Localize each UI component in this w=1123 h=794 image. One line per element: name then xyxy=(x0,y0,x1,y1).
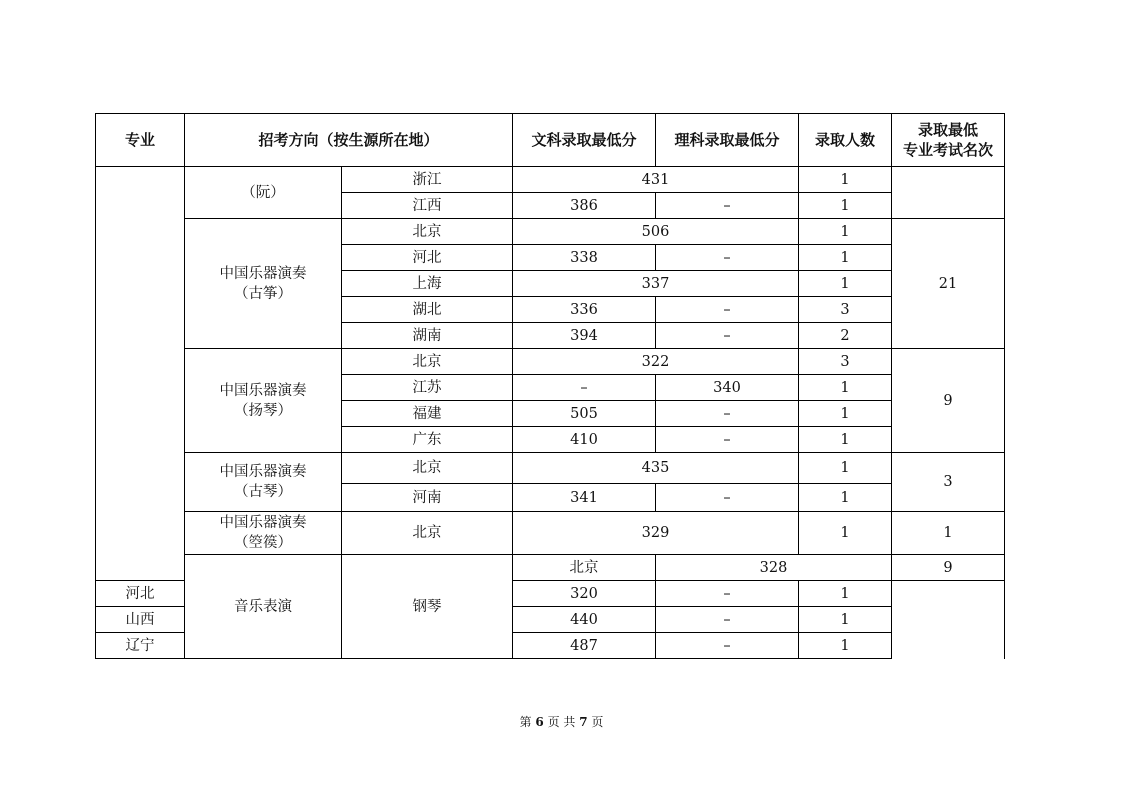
admitted-cell: 1 xyxy=(799,484,892,512)
admitted-cell: 1 xyxy=(799,375,892,401)
header-admitted: 录取人数 xyxy=(799,114,892,167)
header-rank-line2: 专业考试名次 xyxy=(903,141,994,159)
table-header-row xyxy=(96,114,1005,167)
arts-score-cell: 320 xyxy=(513,581,656,607)
footer-middle: 页 共 xyxy=(547,715,576,729)
admitted-cell: 1 xyxy=(799,271,892,297)
direction-line2: （古筝） xyxy=(234,285,292,302)
table-row xyxy=(96,453,1005,484)
admitted-cell: 1 xyxy=(799,219,892,245)
arts-score-cell: 487 xyxy=(513,633,656,659)
province-cell: 北京 xyxy=(513,555,656,581)
admitted-cell: 2 xyxy=(799,323,892,349)
admitted-cell: 1 xyxy=(799,453,892,484)
header-direction: 招考方向（按生源所在地） xyxy=(185,114,513,167)
direction-line1: 中国乐器演奏 xyxy=(219,265,307,282)
major-cell-empty xyxy=(96,167,185,581)
science-score-cell: – xyxy=(656,193,799,219)
science-score-cell: – xyxy=(656,484,799,512)
combined-score-cell: 322 xyxy=(513,349,799,375)
rank-cell: 1 xyxy=(892,512,1005,555)
footer-suffix: 页 xyxy=(591,715,604,729)
header-major: 专业 xyxy=(96,114,185,167)
combined-score-cell: 337 xyxy=(513,271,799,297)
table-row xyxy=(96,219,1005,245)
admitted-cell: 1 xyxy=(799,167,892,193)
combined-score-cell: 435 xyxy=(513,453,799,484)
direction-cell xyxy=(185,512,342,555)
admitted-cell: 1 xyxy=(799,633,892,659)
province-cell: 北京 xyxy=(342,349,513,375)
arts-score-cell: 440 xyxy=(513,607,656,633)
combined-score-cell: 329 xyxy=(513,512,799,555)
major-cell: 音乐表演 xyxy=(185,555,342,659)
science-score-cell: – xyxy=(656,607,799,633)
footer-prefix: 第 xyxy=(519,715,532,729)
header-arts-min: 文科录取最低分 xyxy=(513,114,656,167)
science-score-cell: 340 xyxy=(656,375,799,401)
science-score-cell: – xyxy=(656,581,799,607)
admitted-cell: 1 xyxy=(799,401,892,427)
direction-line1: 中国乐器演奏 xyxy=(219,515,307,531)
admitted-cell: 9 xyxy=(892,555,1005,581)
header-science-min: 理科录取最低分 xyxy=(656,114,799,167)
direction-cell xyxy=(185,349,342,453)
province-cell: 北京 xyxy=(342,453,513,484)
arts-score-cell: 386 xyxy=(513,193,656,219)
page-footer xyxy=(0,713,1123,730)
admitted-cell: 1 xyxy=(799,512,892,555)
province-cell: 福建 xyxy=(342,401,513,427)
direction-line2: （扬琴） xyxy=(234,402,292,419)
header-rank xyxy=(892,114,1005,167)
rank-cell: 21 xyxy=(892,219,1005,349)
header-rank-line1: 录取最低 xyxy=(918,121,979,139)
province-cell: 浙江 xyxy=(342,167,513,193)
arts-score-cell: 394 xyxy=(513,323,656,349)
arts-score-cell: – xyxy=(513,375,656,401)
province-cell: 山西 xyxy=(96,607,185,633)
province-cell: 河北 xyxy=(96,581,185,607)
province-cell: 上海 xyxy=(342,271,513,297)
province-cell: 辽宁 xyxy=(96,633,185,659)
table-row xyxy=(96,167,1005,193)
province-cell: 湖北 xyxy=(342,297,513,323)
rank-cell: 9 xyxy=(892,349,1005,453)
combined-score-cell: 431 xyxy=(513,167,799,193)
admission-score-table xyxy=(95,113,1005,659)
arts-score-cell: 338 xyxy=(513,245,656,271)
science-score-cell: – xyxy=(656,427,799,453)
arts-score-cell: 410 xyxy=(513,427,656,453)
science-score-cell: – xyxy=(656,401,799,427)
table-row xyxy=(96,349,1005,375)
admitted-cell: 3 xyxy=(799,297,892,323)
science-score-cell: – xyxy=(656,633,799,659)
science-score-cell: – xyxy=(656,297,799,323)
current-page-number: 6 xyxy=(535,715,544,729)
direction-cell xyxy=(185,219,342,349)
direction-line1: 中国乐器演奏 xyxy=(219,382,307,399)
province-cell: 江西 xyxy=(342,193,513,219)
table-row xyxy=(96,512,1005,555)
admitted-cell: 1 xyxy=(799,245,892,271)
province-cell: 广东 xyxy=(342,427,513,453)
direction-line2: （古琴） xyxy=(234,484,292,500)
province-cell: 江苏 xyxy=(342,375,513,401)
direction-line2: （箜篌） xyxy=(234,535,292,551)
arts-score-cell: 336 xyxy=(513,297,656,323)
admitted-cell: 1 xyxy=(799,193,892,219)
admitted-cell: 3 xyxy=(799,349,892,375)
combined-score-cell: 328 xyxy=(656,555,892,581)
table-row xyxy=(96,555,1005,581)
science-score-cell: – xyxy=(656,323,799,349)
province-cell: 河南 xyxy=(342,484,513,512)
admitted-cell: 1 xyxy=(799,581,892,607)
science-score-cell: – xyxy=(656,245,799,271)
rank-cell: 3 xyxy=(892,453,1005,512)
province-cell: 北京 xyxy=(342,219,513,245)
province-cell: 北京 xyxy=(342,512,513,555)
province-cell: 湖南 xyxy=(342,323,513,349)
direction-cell: （阮） xyxy=(185,167,342,219)
combined-score-cell: 506 xyxy=(513,219,799,245)
rank-cell-empty xyxy=(892,167,1005,219)
total-page-number: 7 xyxy=(579,715,588,729)
arts-score-cell: 505 xyxy=(513,401,656,427)
arts-score-cell: 341 xyxy=(513,484,656,512)
direction-cell xyxy=(185,453,342,512)
direction-cell: 钢琴 xyxy=(342,555,513,659)
province-cell: 河北 xyxy=(342,245,513,271)
direction-line1: 中国乐器演奏 xyxy=(219,464,307,480)
admitted-cell: 1 xyxy=(799,427,892,453)
admitted-cell: 1 xyxy=(799,607,892,633)
